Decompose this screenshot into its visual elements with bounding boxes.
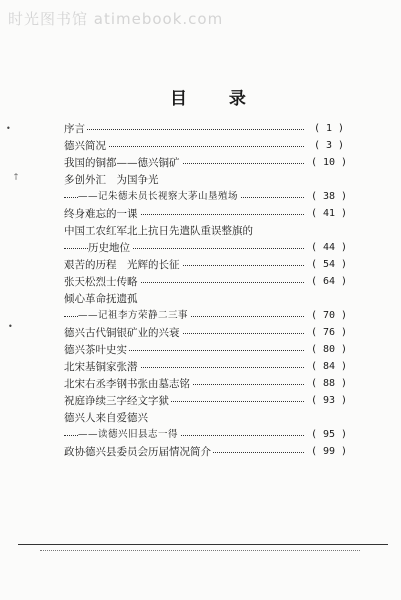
toc-entry[interactable] <box>64 240 354 256</box>
toc-entry-page: ( 10 ) <box>304 155 354 171</box>
toc-entry[interactable] <box>64 342 354 358</box>
toc-entry[interactable] <box>64 308 354 324</box>
toc-entry-title: 德兴古代铜银矿业的兴衰 <box>64 327 180 339</box>
margin-mark: • <box>8 322 13 331</box>
toc-entry-title: 序言 <box>64 123 85 135</box>
toc-entry[interactable] <box>64 121 354 137</box>
toc-entry-title: 多创外汇 为国争光 <box>64 174 159 186</box>
toc-entry-page: ( 95 ) <box>304 427 354 443</box>
toc-entry-title: 终身难忘的一课 <box>64 208 138 220</box>
toc-entry[interactable] <box>64 189 354 205</box>
toc-entry-title: ——记祖李方荣静二三事 <box>78 308 190 324</box>
toc-entry-title: 张天松烈士传略 <box>64 276 138 288</box>
margin-mark: • <box>6 124 11 133</box>
toc-entry[interactable] <box>64 410 354 426</box>
toc-entry-page: ( 1 ) <box>304 121 354 137</box>
toc-entry-title: 艰苦的历程 光辉的长征 <box>64 259 180 271</box>
toc-entry-title: 历史地位 <box>88 242 130 254</box>
toc-entry-title: 北宋右丞李钢书张由墓志铭 <box>64 378 190 390</box>
toc-entry[interactable] <box>64 155 354 171</box>
toc-entry-page: ( 84 ) <box>304 359 354 375</box>
toc-entry-title: 政协德兴县委员会历届情况简介 <box>64 446 211 458</box>
toc-entry[interactable] <box>64 376 354 392</box>
toc-entry-page: ( 93 ) <box>304 393 354 409</box>
toc-entry[interactable] <box>64 172 354 188</box>
toc-entry[interactable] <box>64 206 354 222</box>
toc-entry-title: ——记朱德未员长视察大茅山垦殖场 <box>78 189 240 205</box>
toc-entry-page: ( 44 ) <box>304 240 354 256</box>
toc-entry[interactable] <box>64 393 354 409</box>
toc-entry-title: 北宋基铜家张潜 <box>64 361 138 373</box>
toc-entry-title: 祝庭诤续三字经文字狱 <box>64 395 169 407</box>
toc-entry[interactable] <box>64 257 354 273</box>
toc-entry-page: ( 54 ) <box>304 257 354 273</box>
toc-entry[interactable] <box>64 223 354 239</box>
toc-entry-title: 我国的铜都——德兴铜矿 <box>64 157 180 169</box>
toc-entry-page: ( 80 ) <box>304 342 354 358</box>
dot-leader <box>64 129 304 130</box>
toc-entry[interactable] <box>64 138 354 154</box>
toc-entry-page: ( 70 ) <box>304 308 354 324</box>
toc-entry[interactable] <box>64 427 354 443</box>
toc-entry-page: ( 3 ) <box>304 138 354 154</box>
toc-entry-title: ——读德兴旧县志一得 <box>78 427 180 443</box>
toc-entry-title: 德兴茶叶史实 <box>64 344 127 356</box>
toc-entry[interactable] <box>64 444 354 460</box>
page-title: 目 录 <box>170 89 264 109</box>
toc-entry-page: ( 76 ) <box>304 325 354 341</box>
toc-entry-page: ( 38 ) <box>304 189 354 205</box>
toc-entry[interactable] <box>64 291 354 307</box>
margin-mark: † <box>14 172 18 181</box>
bottom-rule <box>18 544 388 545</box>
watermark: 时光图书馆 atimebook.com <box>8 10 224 28</box>
toc-entry[interactable] <box>64 274 354 290</box>
toc-entry-page: ( 88 ) <box>304 376 354 392</box>
toc-entry-page: ( 64 ) <box>304 274 354 290</box>
bottom-rule-dotted <box>40 550 360 551</box>
toc-entry-title: 德兴简况 <box>64 140 106 152</box>
toc-entry-title: 德兴人来自爱德兴 <box>64 412 148 424</box>
toc-entry[interactable] <box>64 359 354 375</box>
toc-entry-page: ( 41 ) <box>304 206 354 222</box>
toc-entry-page: ( 99 ) <box>304 444 354 460</box>
toc-entry-title: 倾心革命抚遗孤 <box>64 293 138 305</box>
toc-entry[interactable] <box>64 325 354 341</box>
toc-entry-title: 中国工农红军北上抗日先遣队重误整旗的 <box>64 225 253 237</box>
